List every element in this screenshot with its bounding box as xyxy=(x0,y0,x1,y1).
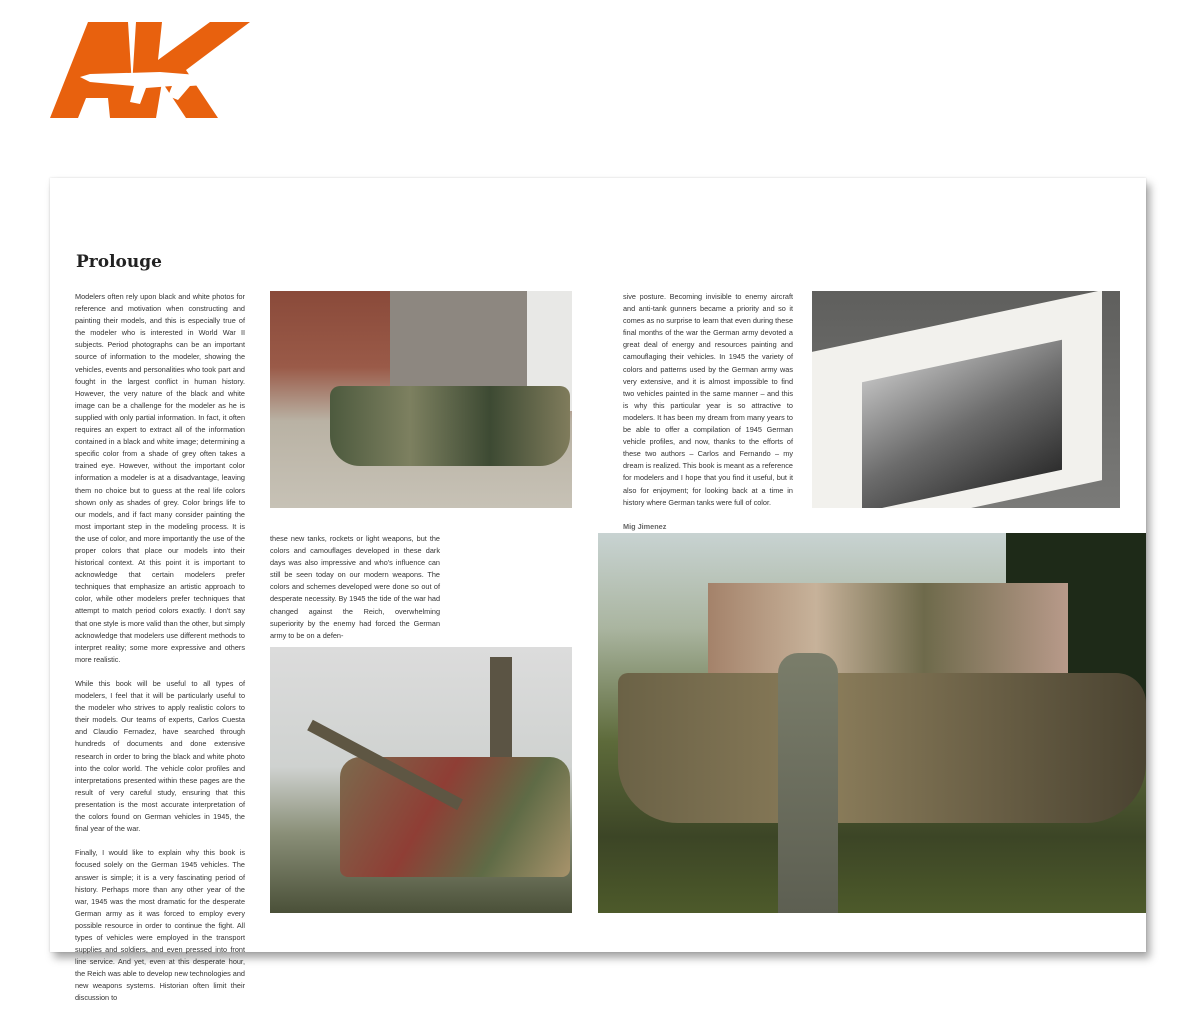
photo-jagdpanther xyxy=(270,647,572,913)
paragraph: sive posture. Becoming invisible to enemy aircraft and anti-tank gunners became a priority and so it comes as no surprise to learn that even during these final months of the war the German army devoted a great deal of energy and resources painting and camouflaging their vehicles. In 1945 the variety of colors and patterns used by the German army was very extensive, and it is almost impossible to find two vehicles painted in the same manner – and this is why this particular year is so attractive to modelers. It has been my dream from many years to be able to offer a compilation of 1945 German vehicle profiles, and now, thanks to the efforts of these two authors – Carlos and Fernando – my dream is realized. This book is meant as a reference for modelers and I hope that you find it useful, but it also for enjoyment; for looking back at a time in history where German tanks were full of color. xyxy=(623,292,793,507)
page-title: Prolouge xyxy=(76,252,162,272)
author-signature: Mig Jimenez xyxy=(623,521,667,531)
text-column-1 xyxy=(75,291,245,1017)
paragraph: these new tanks, rockets or light weapons, but the colors and camouflages developed in these dark days was also impressive and who's influence can still be seen today on our modern weapons. The colors and schemes developed were done so out of desperate necessity. By 1945 the tide of the war had changed against the Reich, overwhelming superiority by the enemy had forced the German army to be on a defen- xyxy=(270,534,440,640)
photo-book-in-hand xyxy=(812,291,1120,508)
photo-halftrack-soldiers xyxy=(270,291,572,508)
ak-logo xyxy=(50,22,250,118)
photo-soldier-with-vehicle xyxy=(598,533,1146,913)
text-column-2 xyxy=(270,533,440,654)
book-spread xyxy=(50,178,1146,1003)
paragraph: Finally, I would like to explain why this book is focused solely on the German 1945 vehicles. The answer is simple; it is a very fascinating period of history. Perhaps more than any other year of the war, 1945 was the most dramatic for the desperate German army as it was forced to employ every possible resource in order to continue the fight. All types of vehicles were employed in the transport supplies and soldiers, and even pressed into front line service. And yet, even at this desperate hour, the Reich was able to develop new technologies and new weapons systems. Historian often limit their discussion to xyxy=(75,848,245,1003)
paragraph: While this book will be useful to all types of modelers, I feel that it will be particularly useful to the modeler who strives to apply realistic colors to their models. Our teams of experts, Carlos Cuesta and Claudio Fernadez, have searched through hundreds of documents and done extensive research in order to bring the black and white photo into the color world. The vehicle color profiles and interpretations presented within these pages are the result of very careful study, ensuring that this presentation is the most accurate interpretation of the colors found on German vehicles in 1945, the final year of the war. xyxy=(75,679,245,834)
ak-logo-graphic xyxy=(50,22,250,118)
paragraph: Modelers often rely upon black and white photos for reference and motivation when constructing and painting their models, and this is especially true of the modeler who is interested in World War II subjects. Period photographs can be an important source of information to the modeler, showing the vehicles, events and personalities who took part and fought in the largest conflict in human history. However, the very nature of the black and white image can be a challenge for the modeler as he is supplied with only partial information. In fact, it often requires an expert to extract all of the information contained in a black and white image; determining a specific color from a shade of grey often takes a trained eye. However, without the important color information a modeler is at a disadvantage, leaving them no choice but to guess at the real life colors shown only as shades of grey. Color brings life to our models, and if fact many consider painting the most important step in the modeling process. It is the use of color, and more importantly the use of the proper colors that place our models into their historical context. At this point it is important to acknowledge that certain modelers prefer techniques that emphasize an artistic approach to color, while other modelers prefer techniques that attempt to match period colors exactly. I don't say that one style is more valid than the other, but simply acknowledge that modelers use different methods to interpret reality; some more expressive and others more realistic. xyxy=(75,292,245,664)
text-column-3 xyxy=(623,291,793,545)
